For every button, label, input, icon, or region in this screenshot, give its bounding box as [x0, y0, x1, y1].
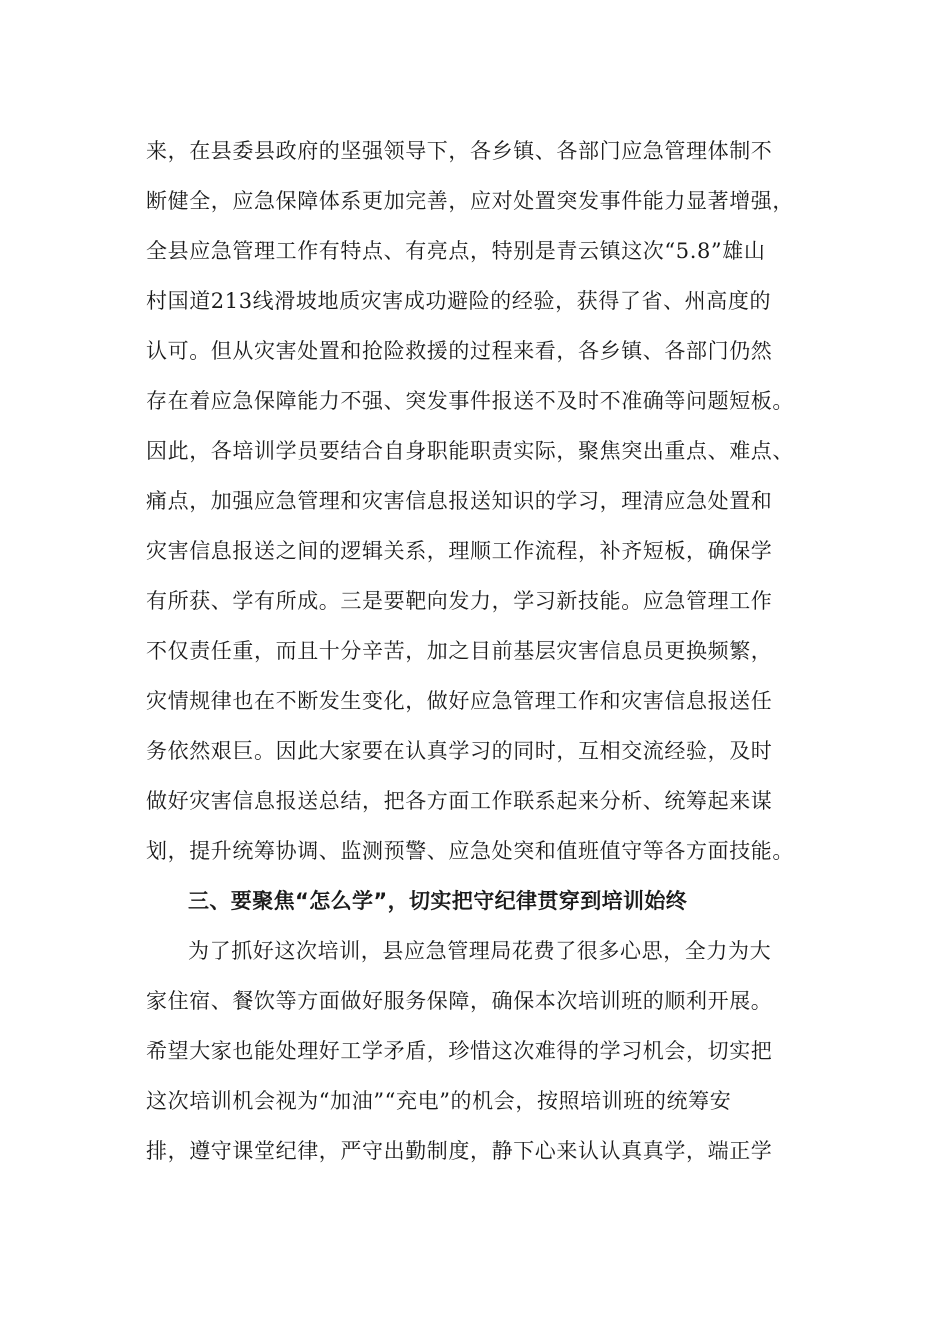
paragraph-continuation	[146, 126, 816, 876]
text-line: 划，提升统筹协调、监测预警、应急处突和值班值守等各方面技能。	[146, 839, 794, 863]
text-line: 因此，各培训学员要结合自身职能职责实际，聚焦突出重点、难点、	[146, 439, 794, 463]
text-line: 全县应急管理工作有特点、有亮点，特别是青云镇这次“5.8”雄山	[146, 239, 766, 263]
text-line: 灾害信息报送之间的逻辑关系，理顺工作流程，补齐短板，确保学	[146, 539, 773, 563]
text-line: 来，在县委县政府的坚强领导下，各乡镇、各部门应急管理体制不	[146, 139, 773, 163]
section-heading: 三、要聚焦“怎么学”，切实把守纪律贯穿到培训始终	[188, 889, 688, 913]
text-line: 存在着应急保障能力不强、突发事件报送不及时不准确等问题短板。	[146, 389, 794, 413]
text-line: 家住宿、餐饮等方面做好服务保障，确保本次培训班的顺利开展。	[146, 989, 773, 1013]
text-line: 村国道213线滑坡地质灾害成功避险的经验，获得了省、州高度的	[146, 289, 772, 313]
text-line: 有所获、学有所成。三是要靶向发力，学习新技能。应急管理工作	[146, 589, 773, 613]
text-line: 不仅责任重，而且十分辛苦，加之目前基层灾害信息员更换频繁，	[146, 639, 773, 663]
paragraph-training	[146, 926, 816, 1176]
text-line: 认可。但从灾害处置和抢险救援的过程来看，各乡镇、各部门仍然	[146, 339, 773, 363]
text-line: 断健全，应急保障体系更加完善，应对处置突发事件能力显著增强，	[146, 189, 794, 213]
text-line: 这次培训机会视为“加油”“充电”的机会，按照培训班的统筹安	[146, 1089, 732, 1113]
text-line: 希望大家也能处理好工学矛盾，珍惜这次难得的学习机会，切实把	[146, 1039, 773, 1063]
text-line: 灾情规律也在不断发生变化，做好应急管理工作和灾害信息报送任	[146, 689, 773, 713]
document-body	[146, 126, 816, 1176]
text-line: 做好灾害信息报送总结，把各方面工作联系起来分析、统筹起来谋	[146, 789, 773, 813]
text-line: 痛点，加强应急管理和灾害信息报送知识的学习，理清应急处置和	[146, 489, 773, 513]
text-line: 排，遵守课堂纪律，严守出勤制度，静下心来认认真真学，端正学	[146, 1139, 773, 1163]
text-line: 务依然艰巨。因此大家要在认真学习的同时，互相交流经验，及时	[146, 739, 773, 763]
text-line: 为了抓好这次培训，县应急管理局花费了很多心思，全力为大	[188, 939, 772, 963]
